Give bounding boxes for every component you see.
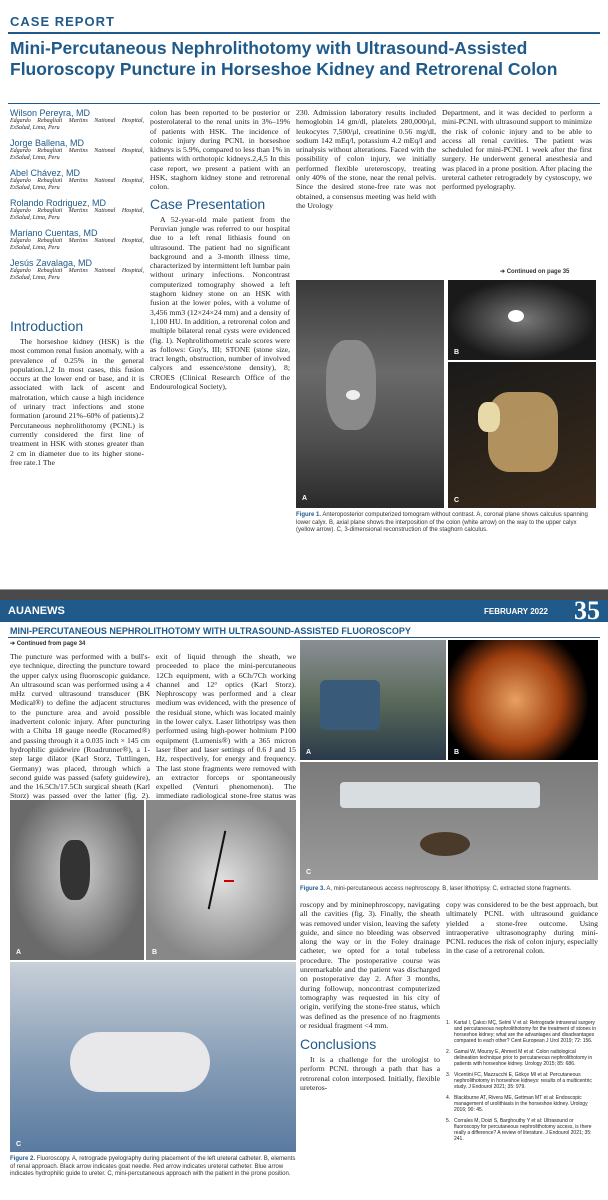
laser-lithotripsy-photo — [448, 640, 598, 760]
column-2 — [150, 108, 290, 518]
reference-text: Corrales M, Doizi S, Barghouthy Y et al: Ultrasound or fluoroscopy for percutaneous nephrolithotomy access, is there really a difference? A review of literature. J Endourol 2021; 35: 241. — [454, 1118, 592, 1142]
reference-text: Gamal W, Moursy E, Ahmed M et al: Colon radiological delineation technique prior to percutaneous nephrolithotomy in patients with horseshoe kidney. Urology 2015; 85: 686. — [454, 1049, 593, 1067]
figure-2-caption — [10, 1156, 296, 1179]
author-entry — [10, 108, 144, 132]
needle-line — [208, 831, 227, 910]
continued-from-note: ➔ Continued from page 34 — [10, 641, 86, 647]
panel-label-b: B — [454, 749, 460, 756]
renal-approach-fluoroscopy-image — [146, 800, 296, 960]
paragraph: It is a challenge for the urologist to perform PCNL through a path that has a retrorenal colon interposed. Initially, flexible ureteros- — [300, 1055, 440, 1093]
reference-number: 5. — [446, 1118, 451, 1124]
caption-label: Figure 3. — [300, 886, 326, 892]
spine-shape — [488, 392, 558, 472]
ct-axial-image — [448, 280, 596, 360]
page-34 — [0, 0, 608, 590]
patient-shape — [70, 1032, 210, 1092]
panel-label-b: B — [454, 349, 460, 356]
section-heading: Introduction — [10, 318, 84, 334]
paragraph: exit of liquid through the sheath, we proceeded to place the mini-percutaneous 12Ch equipment, with a 6Ch/7Ch working channel and 12° optics (Karl Storz). Nephroscopy was performed and a clear medium was evidenced, with the presence of the residual stone, which was located mainly in the lower calyx. Laser lithotripsy was then performed using high-power holmium P100 equipment (Lumenis®) with a 365 micron laser fiber and laser settings of 0.6 J and 15 Hz, respectively, for energy and frequency. The last stone fragments were removed with an extractor forceps or spontaneously expelled (Venturi phenomenon). The immediate radiological stone-free status was — [156, 652, 296, 801]
author-name: Jorge Ballena, MD — [10, 138, 85, 148]
paragraph: The horseshoe kidney (HSK) is the most common renal fusion anomaly, with a prevalence of 0.25% in the general population.1,2 In most cases, this fusion occurs at the lower end or base, and it is associated with lack of ascent and malrotation, which cause a high incidence of urinary tract infections and stone formation (around 21%–60% of patients).2 Percutaneous nephrolithotomy (PCNL) is currently considered the first line of treatment in HSK with stones greater than 2 cm in diameter due to its higher stone-free rate.1 The — [10, 337, 144, 467]
divider — [8, 103, 600, 104]
panel-label-c: C — [306, 869, 312, 876]
panel-label-a: A — [16, 949, 22, 956]
column-4 — [442, 108, 592, 270]
panel-label-c: C — [454, 497, 460, 504]
paragraph: 230. Admission laboratory results included hemoglobin 14 gm/dl, platelets 280,000/μl, leukocytes 7,500/μl, creatinine 0.56 mg/dl, sodium 142 mEq/l, potassium 4.2 mEq/l and urinalysis without alterations. Faced with the possibility of colon injury, we initially performed flexible ureteroscopy, treating only 40% of the stone, near the renal pelvis. Since the desired stone-free rate was not obtained, a consensus meeting was held with the Urology — [296, 108, 436, 210]
author-affiliation: Edgardo Rebagliati Martins National Hospital, EsSalud, Lima, Peru — [10, 178, 144, 191]
kidney-shape — [326, 340, 376, 430]
panel-label-c: C — [16, 1141, 22, 1148]
reference-number: 2. — [446, 1049, 451, 1055]
syringe-shape — [340, 782, 540, 808]
caption-label: Figure 2. — [10, 1156, 36, 1162]
author-entry — [10, 138, 144, 162]
column-4 — [446, 900, 598, 1020]
reference-item — [446, 1072, 598, 1090]
paragraph: copy was considered to be the best approach, but ultimately PCNL with ultrasound guidance yielded a stone-free outcome. Using intraoperative ultrasonography during mini-PCNL reduces the risk of colon injury, especially in the case of a retrorenal colon. — [446, 900, 598, 956]
staghorn-stone-shape — [478, 402, 500, 432]
author-name: Abel Chávez, MD — [10, 168, 81, 178]
prone-position-photo — [10, 962, 296, 1152]
introduction-column — [10, 316, 144, 516]
author-list — [10, 108, 144, 314]
section-heading: Conclusions — [300, 1036, 377, 1053]
continued-note: ➔ Continued on page 35 — [500, 269, 570, 275]
panel-label-b: B — [152, 949, 158, 956]
reference-item — [446, 1020, 598, 1044]
paragraph: roscopy and by mininephroscopy, navigating all the cavities (fig. 3). Finally, the sheath was removed under vision, leaving the safety guide, and since no bleeding was observed along the way or in the Foley drainage catheter, we opted for a total tubeless procedure. The postoperative course was unremarkable and the patient was discharged on postoperative day 2. After 3 months, during followup, noncontrast computerized tomography was requested in his city of origin, verifying the stone-free status, which was defined as the presence of no fragments or residual fragment <4 mm. — [300, 900, 440, 1030]
3d-reconstruction-image — [448, 362, 596, 508]
figure-1-caption — [296, 512, 596, 535]
author-name: Rolando Rodriguez, MD — [10, 198, 107, 208]
author-entry — [10, 198, 144, 222]
section-heading: Case Presentation — [150, 195, 266, 212]
nephroscopy-photo — [300, 640, 446, 760]
author-affiliation: Edgardo Rebagliati Martins National Hospital, EsSalud, Lima, Peru — [10, 208, 144, 221]
page-35 — [0, 600, 608, 1200]
page-number: 35 — [574, 600, 600, 625]
fragments-shape — [420, 832, 470, 856]
renal-pelvis-shape — [60, 840, 90, 900]
reference-text: Blackburne AT, Rivera ME, Gettman MT et al: Endoscopic management of urolithiasis in the horseshoe kidney. Urology 2016; 90: 45. — [454, 1095, 588, 1113]
surgical-drape — [320, 680, 380, 730]
section-label: CASE REPORT — [10, 14, 115, 29]
paragraph: A 52-year-old male patient from the Peruvian jungle was referred to our hospital due to a left renal lithiasis found on ultrasound. The patient had no significant background and a 3-month illness time, characterized by intermittent left lumbar pain without urinary infections. Noncontrast computerized tomography showed a left staghorn kidney stone on an HSK with fusion at the lower poles, with a volume of 3,456 mm3 (12×24×24 mm) and a density of 1,100 HU. In addition, a retrorenal colon and multiple bilateral renal cysts were evidenced (fig. 1). Nephrolithometric scale scores were as follows: Guy's, III; STONE (stone size, tract length, obstruction, number of involved calyces and essence/stone density), 8; CROES (Clinical Research Office of the Endourological Society), — [150, 214, 290, 392]
paragraph: The puncture was performed with a bull's-eye technique, directing the puncture toward the upper calyx using fluoroscopic guidance. An ultrasound scan was performed using a 4 mHz curved ultrasound transducer (BK Medical®) to define the adjacent structures to the puncture area and avoid possible inadvertent colonic injury. After puncturing with a Chiba 18 gauge needle (Rocamed®) and passing through it a 0.035 inch × 145 cm hydrophilic guidewire (Roadrunner®), a 1-step large dilator (Karl Storz, Tuttlingen, Germany) was placed, through which a second guide was passed (safety guidewire), and the 16.5Ch/17.5Ch surgical sheath (Karl Storz) was passed over the latter (fig. 2). — [10, 652, 150, 801]
reference-number: 3. — [446, 1072, 451, 1078]
paragraph: colon has been reported to be posterior or posterolateral to the renal units in 3%–19% of patients with HSK. The incidence of colonic injury during PCNL in horseshoe kidneys is 5.9%, compared to less than 1% in patients with orthotopic kidneys.2,4,5 In this case report, we present a patient with an HSK, staghorn kidney stone and retrorenal colon. — [150, 108, 290, 192]
author-affiliation: Edgardo Rebagliati Martins National Hospital, EsSalud, Lima, Peru — [10, 148, 144, 161]
reference-item — [446, 1118, 598, 1142]
reference-text: Kartal I, Çakıcı MÇ, Selmi V et al: Retrograde intrarenal surgery and percutaneous nephrolithotomy for the treatment of stones in horseshoe kidney; what are the advantages and disadvantages compared to each other? Cent European J Urol 2019; 72: 156. — [454, 1020, 597, 1044]
panel-label-a: A — [302, 495, 308, 502]
reference-list — [446, 1020, 598, 1196]
caption-text: Anteroposterior computerized tomogram without contrast. A, coronal plane shows calculus spanning lower calyx. B, axial plane shows the interposition of the colon (white arrow) on the way to the upper calyx (yellow arrow). C, 3-dimensional reconstruction of the staghorn calculus. — [296, 512, 588, 533]
reference-item — [446, 1049, 598, 1067]
caption-text: A, mini-percutaneous access nephroscopy. B, laser lithotripsy. C, extracted stone fragments. — [326, 886, 572, 892]
ct-coronal-image — [296, 280, 444, 508]
journal-name: AUANEWS — [8, 605, 65, 617]
author-name: Wilson Pereyra, MD — [10, 108, 91, 118]
stone-mark — [508, 310, 524, 322]
caption-text: Fluoroscopy. A, retrograde pyelography during placement of the left ureteral catheter. B, elements of renal approach. Black arrow indicates goat needle. Red arrow indicates ureteral catheter. Blue arrow indicates hydrophilic guide to ureter. C, mini-percutaneous approach with the patient in the prone position. — [10, 1156, 296, 1177]
issue-date: FEBRUARY 2022 — [483, 607, 548, 616]
column-3 — [296, 108, 436, 278]
author-affiliation: Edgardo Rebagliati Martins National Hospital, EsSalud, Lima, Peru — [10, 238, 144, 251]
reference-number: 1. — [446, 1020, 451, 1026]
retrograde-pyelography-image — [10, 800, 144, 960]
stone-fragments-photo — [300, 762, 598, 880]
author-entry — [10, 258, 144, 282]
figure-3-caption — [300, 886, 598, 894]
divider — [8, 637, 600, 638]
panel-label-a: A — [306, 749, 312, 756]
author-affiliation: Edgardo Rebagliati Martins National Hospital, EsSalud, Lima, Peru — [10, 118, 144, 131]
author-entry — [10, 168, 144, 192]
author-name: Jesús Zavalaga, MD — [10, 258, 93, 268]
running-title: MINI-PERCUTANEOUS NEPHROLITHOTOMY WITH ULTRASOUND-ASSISTED FLUOROSCOPY — [10, 626, 411, 636]
red-arrow — [224, 880, 234, 882]
reference-item — [446, 1095, 598, 1113]
reference-text: Vicentini FC, Mazzucchi E, Gökçe MI et al: Percutaneous nephrolithotomy in horseshoe kidneys: results of a multicentric study. J Endourol 2021; 35: 979. — [454, 1072, 592, 1090]
caption-label: Figure 1. — [296, 512, 322, 518]
calculus-mark — [346, 390, 360, 400]
column-3 — [300, 900, 440, 1196]
page-header — [0, 600, 608, 625]
article-title: Mini-Percutaneous Nephrolithotomy with Ultrasound-Assisted Fluoroscopy Puncture in Horseshoe Kidney and Retrorenal Colon — [10, 38, 558, 79]
author-name: Mariano Cuentas, MD — [10, 228, 98, 238]
paragraph: Department, and it was decided to perform a mini-PCNL with ultrasound support to minimize the risk of colonic injury and to be able to access all renal cavities. The patient was scheduled for mini-PCNL 1 week after the first surgery. He underwent general anesthesia and was placed in a prone position. After placing the ureteral catheter retrogradely by cystoscopy, we performed pyelography. — [442, 108, 592, 192]
author-entry — [10, 228, 144, 252]
author-affiliation: Edgardo Rebagliati Martins National Hospital, EsSalud, Lima, Peru — [10, 268, 144, 281]
reference-number: 4. — [446, 1095, 451, 1101]
divider — [8, 32, 600, 34]
